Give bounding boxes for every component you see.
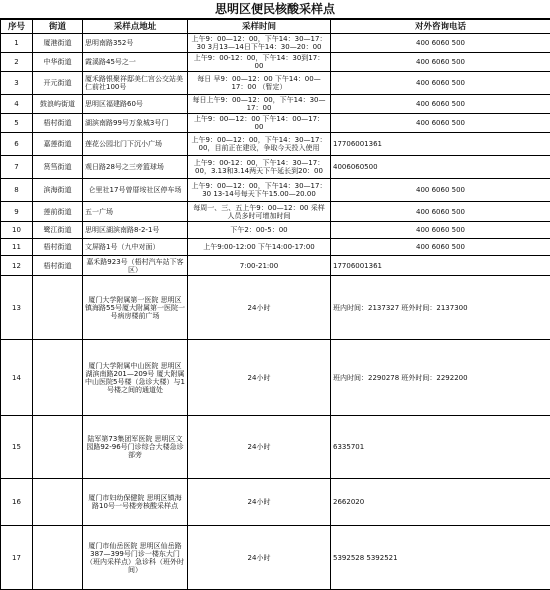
cell-time: 上午9：00—12：00，下午14：30—17：00，目前正在建设，争取今天投入使用 — [188, 133, 331, 156]
cell-phone: 400 6060 500 — [331, 34, 550, 53]
cell-street: 开元街道 — [33, 72, 83, 95]
cell-address: 霞溪路45号之一 — [83, 53, 188, 72]
cell-phone: 班内时间：2290278 班外时间：2292200 — [331, 340, 550, 416]
table-row — [1, 179, 550, 202]
cell-phone: 400 6060 500 — [331, 179, 550, 202]
cell-address: 思明区福建路60号 — [83, 95, 188, 114]
cell-no: 9 — [1, 202, 33, 222]
cell-time: 上午9：00—12：00 下午14：00—17：00 — [188, 114, 331, 133]
table-row — [1, 114, 550, 133]
cell-no: 11 — [1, 239, 33, 256]
cell-street — [33, 276, 83, 340]
cell-phone: 17706001361 — [331, 133, 550, 156]
cell-no: 2 — [1, 53, 33, 72]
cell-address: 厦门市仙岳医院 思明区仙岳路387—399号门诊一楼东大门（班内采样点）急诊科（班外时间） — [83, 526, 188, 590]
cell-time: 24小时 — [188, 340, 331, 416]
table-row — [1, 202, 550, 222]
cell-address: 观日路28号之三旁篮球场 — [83, 156, 188, 179]
sampling-points-table — [0, 19, 550, 590]
header-time: 采样时间 — [188, 20, 331, 34]
cell-time: 24小时 — [188, 479, 331, 526]
table-row — [1, 479, 550, 526]
cell-street: 梧村街道 — [33, 239, 83, 256]
header-street: 街道 — [33, 20, 83, 34]
cell-phone: 400 6060 500 — [331, 202, 550, 222]
cell-time: 上午9：00—12：00，下午14：30—17：30 3月13—14日下午14：30—20：00 — [188, 34, 331, 53]
cell-address: 厦禾路银聚祥邸美仁宫公交站美仁前社100号 — [83, 72, 188, 95]
cell-address: 五一广场 — [83, 202, 188, 222]
cell-time: 上午9:00-12:00 下午14:00-17:00 — [188, 239, 331, 256]
cell-street: 鹭江街道 — [33, 222, 83, 239]
cell-address: 文屏路1号（九中对面） — [83, 239, 188, 256]
cell-time: 上午9：00-12：00，下午14：30到17：00 — [188, 53, 331, 72]
cell-no: 6 — [1, 133, 33, 156]
header-address: 采样点地址 — [83, 20, 188, 34]
header-phone: 对外咨询电话 — [331, 20, 550, 34]
cell-address: 莲花公园北门下沉小广场 — [83, 133, 188, 156]
cell-street: 嘉莲街道 — [33, 133, 83, 156]
cell-time: 每日 早9：00—12：00 下午14：00—17：00 （暂定） — [188, 72, 331, 95]
cell-time: 下午2：00-5：00 — [188, 222, 331, 239]
table-row — [1, 526, 550, 590]
cell-no: 14 — [1, 340, 33, 416]
table-row — [1, 340, 550, 416]
cell-no: 4 — [1, 95, 33, 114]
cell-phone: 400 6060 500 — [331, 222, 550, 239]
cell-phone: 400 6060 500 — [331, 114, 550, 133]
cell-address: 厦门大学附属中山医院 思明区湖滨南路201—209号 厦大附属中山医院5号楼（急诊大楼）与1号楼之间的通道处 — [83, 340, 188, 416]
table-row — [1, 34, 550, 53]
cell-address: 湖滨南路99号万象城3号门 — [83, 114, 188, 133]
cell-phone: 2662020 — [331, 479, 550, 526]
cell-no: 1 — [1, 34, 33, 53]
cell-address: 厦门大学附属第一医院 思明区镇海路55号厦大附属第一医院一号病房楼前广场 — [83, 276, 188, 340]
cell-address: 仑里社17号曾厝垵社区停车场 — [83, 179, 188, 202]
cell-time: 7:00-21:00 — [188, 256, 331, 276]
cell-street — [33, 416, 83, 479]
table-row — [1, 53, 550, 72]
table-row — [1, 416, 550, 479]
cell-no: 8 — [1, 179, 33, 202]
cell-time: 上午9：00-12：00，下午14：30—17：00，3.13和3.14两天下午延长到20：00 — [188, 156, 331, 179]
cell-no: 17 — [1, 526, 33, 590]
table-row — [1, 72, 550, 95]
cell-street: 梧村街道 — [33, 114, 83, 133]
cell-street: 梧村街道 — [33, 256, 83, 276]
cell-phone: 6335701 — [331, 416, 550, 479]
cell-street — [33, 340, 83, 416]
cell-no: 13 — [1, 276, 33, 340]
cell-street: 鼓浪屿街道 — [33, 95, 83, 114]
cell-phone: 5392528 5392521 — [331, 526, 550, 590]
cell-time: 每日上午9：00—12：00，下午14：30—17：00 — [188, 95, 331, 114]
cell-no: 16 — [1, 479, 33, 526]
table-row — [1, 222, 550, 239]
table-row — [1, 156, 550, 179]
cell-time: 上午9：00—12：00，下午14：30—17：30 13-14号每天下午15.00—20.00 — [188, 179, 331, 202]
cell-time: 24小时 — [188, 526, 331, 590]
cell-no: 5 — [1, 114, 33, 133]
cell-street: 筼筜街道 — [33, 156, 83, 179]
cell-time: 24小时 — [188, 276, 331, 340]
cell-address: 陆军第73集团军医院 思明区文园路92-96号门诊综合大楼急诊部旁 — [83, 416, 188, 479]
cell-no: 3 — [1, 72, 33, 95]
cell-no: 7 — [1, 156, 33, 179]
cell-street — [33, 526, 83, 590]
cell-time: 每周一、三、五上午9：00—12：00 采样人员多时可增加时间 — [188, 202, 331, 222]
table-row — [1, 133, 550, 156]
cell-address: 思明南路352号 — [83, 34, 188, 53]
cell-address: 嘉禾路923号（梧村汽车站下客区） — [83, 256, 188, 276]
cell-phone: 17706001361 — [331, 256, 550, 276]
table-row — [1, 239, 550, 256]
cell-phone: 班内时间：2137327 班外时间：2137300 — [331, 276, 550, 340]
cell-phone: 400 6060 500 — [331, 53, 550, 72]
cell-no: 10 — [1, 222, 33, 239]
table-header-row — [1, 20, 550, 34]
cell-phone: 4006060500 — [331, 156, 550, 179]
cell-time: 24小时 — [188, 416, 331, 479]
cell-address: 思明区湖滨南路8-2-1号 — [83, 222, 188, 239]
cell-street: 中华街道 — [33, 53, 83, 72]
cell-street: 滨海街道 — [33, 179, 83, 202]
header-no: 序号 — [1, 20, 33, 34]
cell-street: 莲前街道 — [33, 202, 83, 222]
cell-phone: 400 6060 500 — [331, 95, 550, 114]
table-row — [1, 95, 550, 114]
cell-no: 15 — [1, 416, 33, 479]
cell-address: 厦门市妇幼保健院 思明区镇海路10号一号楼旁核酸采样点 — [83, 479, 188, 526]
cell-street: 厦港街道 — [33, 34, 83, 53]
cell-phone: 400 6060 500 — [331, 72, 550, 95]
page-title: 思明区便民核酸采样点 — [0, 0, 550, 19]
table-row — [1, 256, 550, 276]
table-row — [1, 276, 550, 340]
cell-phone: 400 6060 500 — [331, 239, 550, 256]
cell-no: 12 — [1, 256, 33, 276]
cell-street — [33, 479, 83, 526]
